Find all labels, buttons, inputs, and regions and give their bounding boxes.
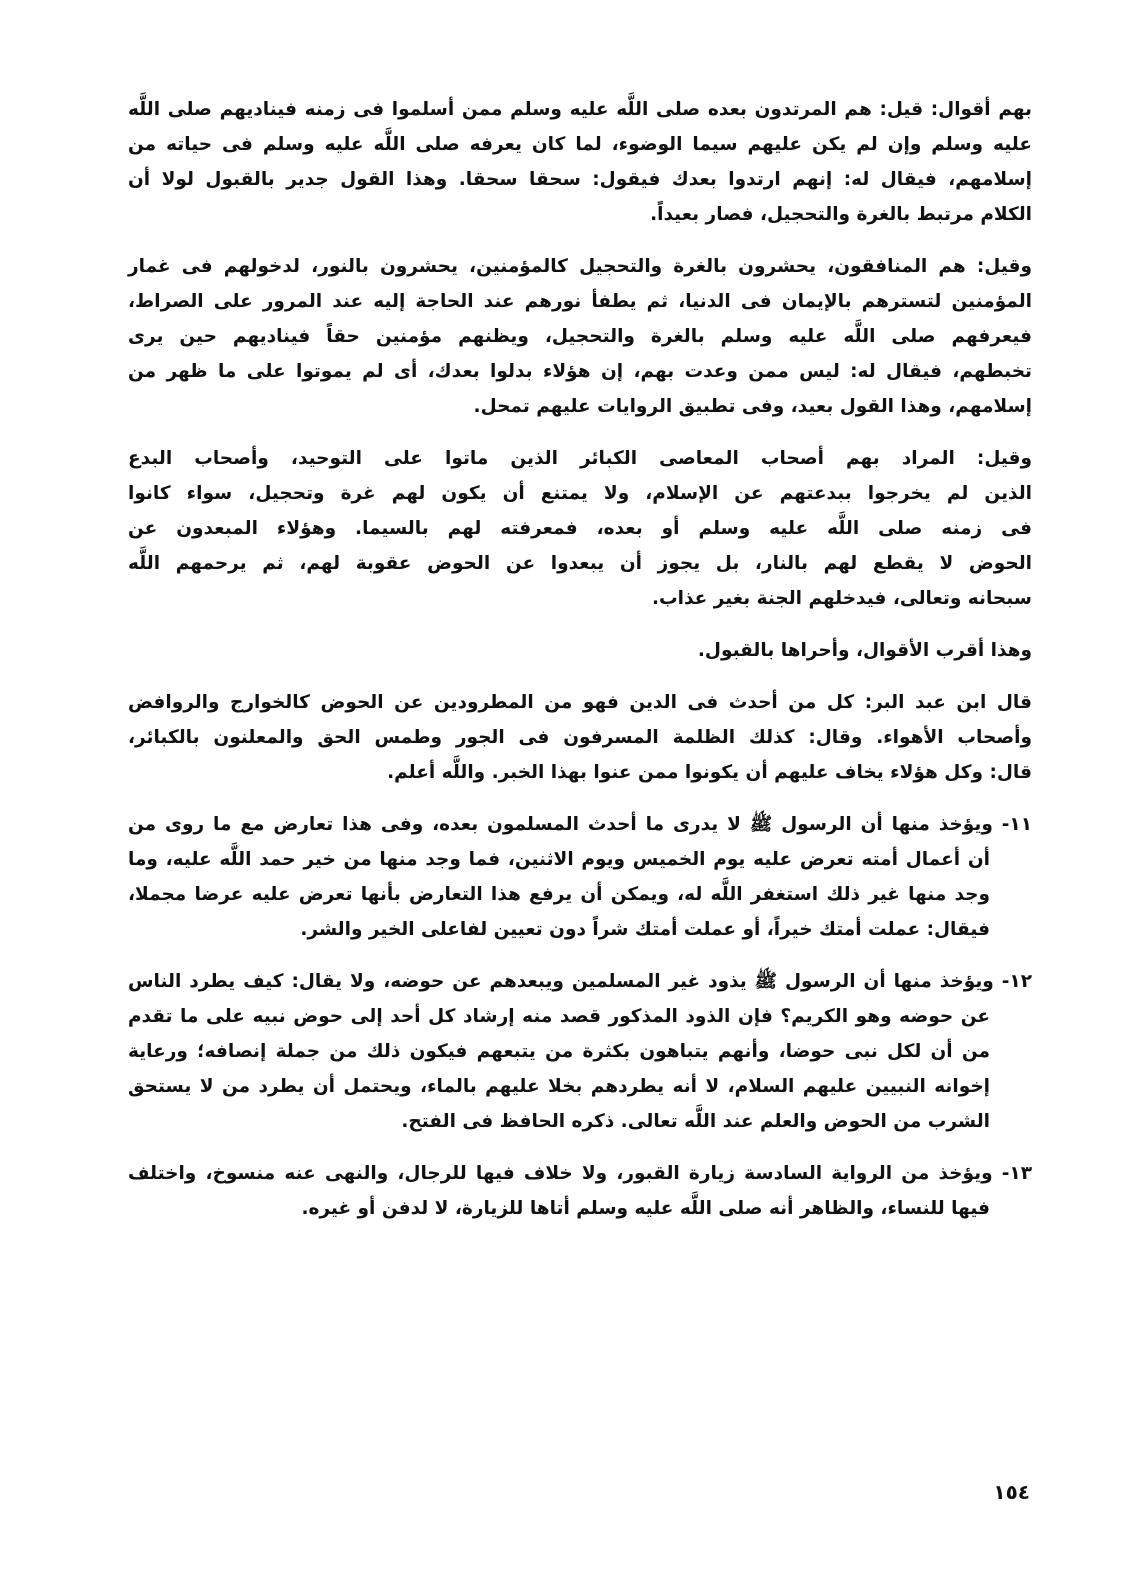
item-number: ١٣- xyxy=(992,1163,1032,1184)
numbered-item xyxy=(128,964,1032,1139)
text-line: وأصحاب الأهواء. وقال: كذلك الظلمة المسرفون فى الجور وطمس الحق والمعلنون بالكبائر، xyxy=(128,727,1032,748)
paragraph xyxy=(128,685,1032,790)
item-text: ويؤخذ من الرواية السادسة زيارة القبور، ولا خلاف فيها للرجال، والنهى عنه منسوخ، واختلف xyxy=(128,1163,993,1184)
numbered-item xyxy=(128,807,1032,947)
text-line: إسلامهم، وهذا القول بعيد، وفى تطبيق الروايات عليهم تمحل. xyxy=(473,396,1032,417)
text-line: قال: وكل هؤلاء يخاف عليهم أن يكونوا ممن عنوا بهذا الخبر. واللَّه أعلم. xyxy=(387,762,1032,783)
item-text: ويؤخذ منها أن الرسول ﷺ لا يدرى ما أحدث المسلمون بعده، وفى هذا تعارض مع ما روى من xyxy=(128,814,993,835)
paragraph xyxy=(128,249,1032,424)
paragraph xyxy=(128,633,1032,668)
text-line: الذين لم يخرجوا ببدعتهم عن الإسلام، ولا يمتنع أن يكون لهم غرة وتحجيل، سواء كانوا xyxy=(128,483,1032,504)
text-line: فيقال: عملت أمتك خيراً، أو عملت أمتك شراً دون تعيين لفاعلى الخير والشر. xyxy=(300,919,990,940)
document-page xyxy=(128,92,1032,1243)
text-line: بهم أقوال: قيل: هم المرتدون بعده صلى اللَّه عليه وسلم ممن أسلموا فى زمنه فيناديهم صلى اللَّه xyxy=(128,99,1032,120)
text-line: فيعرفهم صلى اللَّه عليه وسلم بالغرة والتحجيل، ويظنهم مؤمنين حقاً فيناديهم حين يرى xyxy=(128,326,1032,347)
text-line: عليه وسلم وإن لم يكن عليهم سيما الوضوء، لما كان يعرفه صلى اللَّه عليه وسلم فى حياته من xyxy=(128,134,1032,155)
text-line: إسلامهم، فيقال له: إنهم ارتدوا بعدك فيقول: سحقا سحقا. وهذا القول جدير بالقبول لولا أن xyxy=(128,169,1032,190)
text-line: تخبطهم، فيقال له: ليس ممن وعدت بهم، إن هؤلاء بدلوا بعدك، أى لم يموتوا على ما ظهر من xyxy=(128,361,1032,382)
text-line: وهذا أقرب الأقوال، وأحراها بالقبول. xyxy=(697,640,1032,661)
text-line: عن حوضه وهو الكريم؟ فإن الذود المذكور قصد منه إرشاد كل أحد إلى حوض نبيه على ما تقدم xyxy=(128,1006,990,1027)
paragraph xyxy=(128,441,1032,616)
text-line xyxy=(128,807,1032,842)
text-line: أن أعمال أمته تعرض عليه يوم الخميس ويوم الاثنين، فما وجد منها من خير حمد اللَّه عليه، وما xyxy=(128,849,990,870)
text-line: الكلام مرتبط بالغرة والتحجيل، فصار بعيداً. xyxy=(650,204,1032,225)
text-line: المؤمنين لتسترهم بالإيمان فى الدنيا، ثم يطفأ نورهم عند الحاجة إليه عند المرور على الصراط، xyxy=(128,291,1032,312)
item-text: ويؤخذ منها أن الرسول ﷺ يذود غير المسلمين ويبعدهم عن حوضه، ولا يقال: كيف يطرد الناس xyxy=(128,971,994,992)
text-line xyxy=(128,964,1032,999)
text-line: وجد منها غير ذلك استغفر اللَّه له، ويمكن أن يرفع هذا التعارض بأنها تعرض عليه عرضا مجملا، xyxy=(128,884,990,905)
text-line: من أن لكل نبى حوضا، وأنهم يتباهون بكثرة من يتبعهم فيكون ذلك من جملة إنصافه؛ ورعاية xyxy=(128,1041,990,1062)
text-line: الحوض لا يقطع لهم بالنار، بل يجوز أن يبعدوا عن الحوض عقوبة لهم، ثم يرحمهم اللَّه xyxy=(128,553,1032,574)
item-number: ١١- xyxy=(992,814,1032,835)
paragraph xyxy=(128,92,1032,232)
text-line: سبحانه وتعالى، فيدخلهم الجنة بغير عذاب. xyxy=(652,588,1032,609)
text-line xyxy=(128,1156,1032,1191)
item-number: ١٢- xyxy=(993,971,1032,992)
text-line: وقيل: هم المنافقون، يحشرون بالغرة والتحجيل كالمؤمنين، يحشرون بالنور، لدخولهم فى غمار xyxy=(128,256,1032,277)
page-number: ١٥٤ xyxy=(993,1480,1030,1504)
text-line: إخوانه النبيين عليهم السلام، لا أنه يطردهم بخلا عليهم بالماء، ويحتمل أن يطرد من لا يستحق xyxy=(128,1076,990,1097)
numbered-item xyxy=(128,1156,1032,1226)
text-line: قال ابن عبد البر: كل من أحدث فى الدين فهو من المطرودين عن الحوض كالخوارج والروافض xyxy=(128,692,1032,713)
text-line: الشرب من الحوض والعلم عند اللَّه تعالى. ذكره الحافظ فى الفتح. xyxy=(401,1111,990,1132)
text-line: وقيل: المراد بهم أصحاب المعاصى الكبائر الذين ماتوا على التوحيد، وأصحاب البدع xyxy=(128,448,1032,469)
text-line: فى زمنه صلى اللَّه عليه وسلم أو بعده، فمعرفته لهم بالسيما. وهؤلاء المبعدون عن xyxy=(128,518,1032,539)
text-line: فيها للنساء، والظاهر أنه صلى اللَّه عليه وسلم أتاها للزيارة، لا لدفن أو غيره. xyxy=(301,1198,990,1219)
